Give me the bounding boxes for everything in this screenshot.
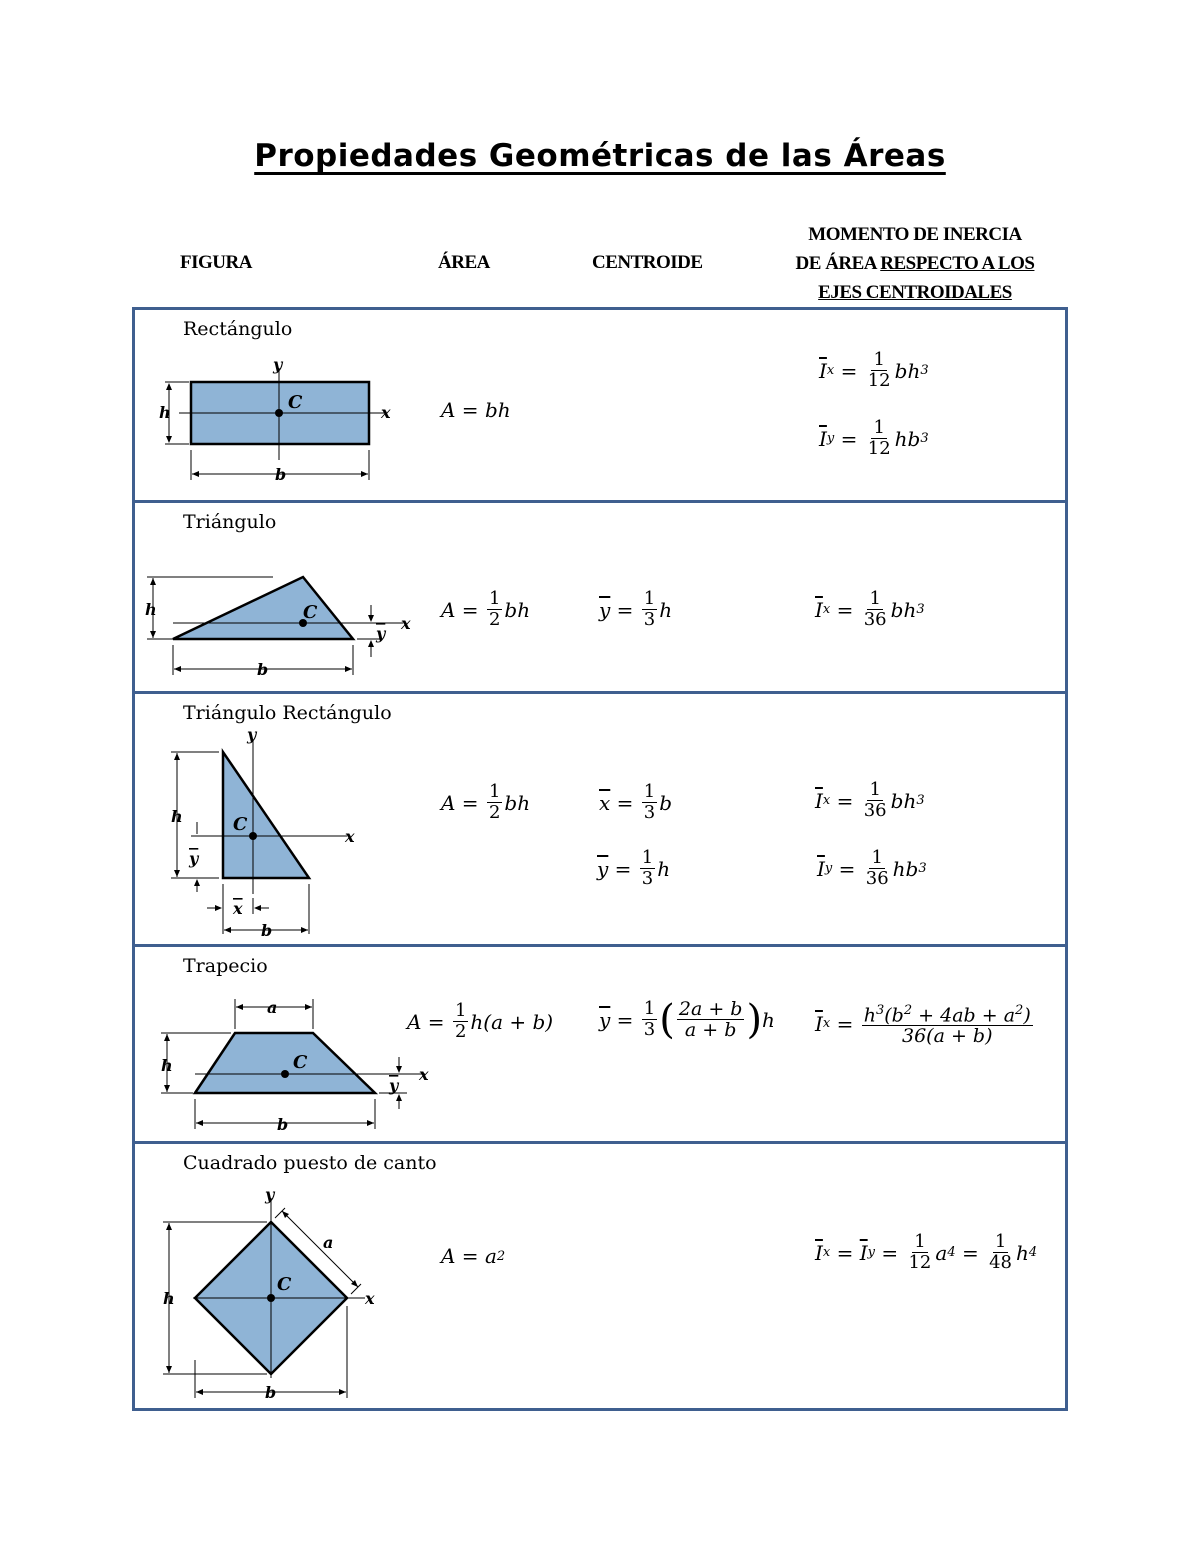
table-row-triangulo	[135, 503, 1065, 694]
label-b: b	[265, 1383, 277, 1402]
label-b: b	[257, 660, 269, 679]
label-h: h	[171, 807, 183, 826]
label-a: a	[267, 998, 278, 1017]
label-c: C	[293, 1052, 308, 1073]
area-formula: A = a 2	[441, 1244, 506, 1268]
label-a: a	[323, 1233, 334, 1252]
label-x: x	[381, 403, 391, 422]
triangle-figure	[143, 563, 433, 688]
area-formula: A = $\frac{1}{2}$ bh	[441, 588, 531, 630]
inertia-formula-x: $\overline{I}$ x = $\frac{1}{36}$ bh 3	[815, 779, 925, 821]
centroid-formula-x: $\overline{x}$ = $\frac{1}{3}$ b	[599, 781, 673, 823]
label-ybar: y	[189, 849, 199, 868]
label-ybar: y	[376, 624, 386, 643]
table-row-rectangulo	[135, 310, 1065, 503]
label-h: h	[145, 600, 157, 619]
inertia-formula-x: $\overline{I}$ x = $\frac{h^3(b^2 + 4ab + a^2)}{36(a + b)}$	[815, 1003, 1031, 1048]
header-momento	[770, 220, 1060, 307]
label-c: C	[288, 392, 303, 413]
label-x: x	[345, 827, 355, 846]
label-b: b	[275, 465, 287, 484]
centroid-formula-y: $\overline{y}$ = $\frac{1}{3}$ h	[597, 847, 671, 889]
label-xbar: x	[233, 899, 243, 918]
rectangle-figure	[145, 350, 425, 490]
inertia-formula-x: $\overline{I}$ x = $\frac{1}{36}$ bh 3	[815, 588, 925, 630]
centroid-formula-y: $\overline{y}$ = $\frac{1}{3}$ ( $\frac{2a + b}{a + b}$ ) h	[599, 996, 775, 1043]
area-formula: A = bh	[441, 398, 511, 422]
label-b: b	[261, 921, 273, 940]
label-c: C	[233, 814, 248, 835]
row-name: Cuadrado puesto de canto	[183, 1152, 437, 1174]
label-x: x	[419, 1065, 429, 1084]
area-formula: A = $\frac{1}{2}$ h(a + b)	[407, 1000, 554, 1042]
inertia-formula-y: $\overline{I}$ y = $\frac{1}{12}$ hb 3	[819, 417, 929, 459]
table-row-cuadrado	[135, 1144, 1065, 1408]
label-y: y	[247, 725, 257, 744]
row-name: Rectángulo	[183, 318, 293, 340]
header-momento-line2	[770, 249, 1060, 278]
label-c: C	[303, 602, 318, 623]
row-name: Triángulo Rectángulo	[183, 702, 392, 724]
table-row-trapecio	[135, 947, 1065, 1144]
right-triangle-figure	[161, 724, 381, 944]
trapezoid-figure	[155, 991, 445, 1137]
label-c: C	[277, 1274, 292, 1295]
page-title: Propiedades Geométricas de las Áreas	[254, 138, 946, 174]
centroid-formula-y: $\overline{y}$ = $\frac{1}{3}$ h	[599, 588, 673, 630]
label-h: h	[159, 403, 171, 422]
inertia-formula-x: $\overline{I}$ x = $\frac{1}{12}$ bh 3	[819, 349, 929, 391]
header-momento-line1: MOMENTO DE INERCIA	[808, 224, 1022, 245]
header-area: ÁREA	[438, 252, 490, 273]
row-name: Trapecio	[183, 955, 268, 977]
header-momento-line2b: RESPECTO A LOS	[880, 253, 1035, 274]
label-x: x	[365, 1289, 375, 1308]
label-y: y	[273, 355, 283, 374]
label-ybar: y	[389, 1076, 399, 1095]
label-y: y	[265, 1185, 275, 1204]
header-momento-line3: EJES CENTROIDALES	[818, 282, 1012, 303]
header-momento-line2a: DE ÁREA	[795, 253, 881, 274]
label-h: h	[161, 1056, 173, 1075]
inertia-formula-y: $\overline{I}$ y = $\frac{1}{36}$ hb 3	[817, 847, 927, 889]
row-name: Triángulo	[183, 511, 277, 533]
header-centroide: CENTROIDE	[592, 252, 703, 273]
label-h: h	[163, 1289, 175, 1308]
header-figura: FIGURA	[180, 252, 252, 273]
diamond-figure	[155, 1180, 405, 1402]
inertia-formula: $\overline{I}$ x = $\overline{I}$ y = $\frac{1}{12}$ a 4 = $\frac{1}{48}$ h 4	[815, 1231, 1038, 1273]
area-formula: A = $\frac{1}{2}$ bh	[441, 781, 531, 823]
properties-table	[132, 307, 1068, 1411]
table-row-triangulo-rectangulo	[135, 694, 1065, 947]
label-x: x	[401, 614, 411, 633]
label-b: b	[277, 1115, 289, 1134]
